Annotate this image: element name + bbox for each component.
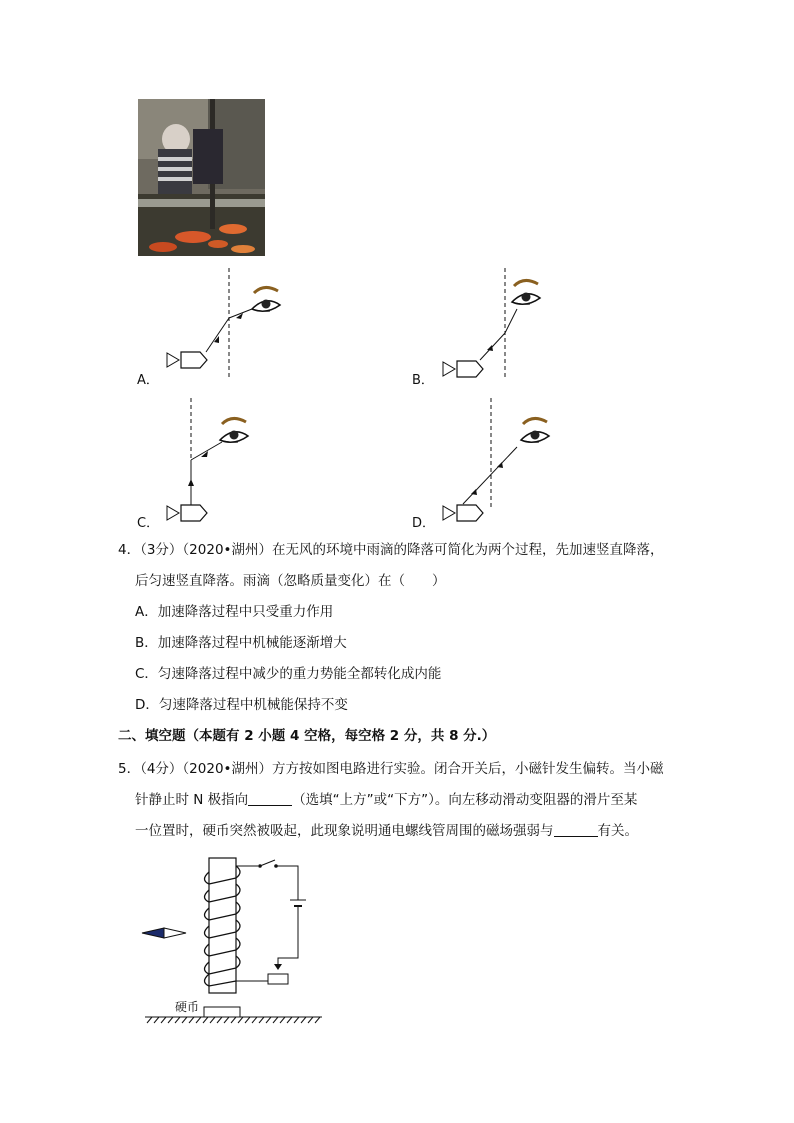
q5-blank-1[interactable] (248, 791, 292, 806)
q5-line2-part2: （选填“上方”或“下方”）。向左移动滑动变阻器的滑片至某 (292, 792, 638, 808)
q5-stem-line2 (135, 790, 637, 810)
q4-option-d: D．匀速降落过程中机械能保持不变 (135, 697, 348, 713)
coin-label: 硬币 (175, 1000, 200, 1014)
option-b-diagram (443, 268, 540, 378)
option-b-label: B． (412, 373, 434, 388)
q4-option-c: C．匀速降落过程中减少的重力势能全都转化成内能 (135, 666, 442, 682)
q5-line2-part1: 针静止时 N 极指向 (135, 792, 249, 808)
option-a-label: A． (137, 373, 159, 388)
q5-stem-line1: 5．（4分）（2020•湖州）方方按如图电路进行实验。闭合开关后，小磁针发生偏转。当小磁 (118, 761, 664, 777)
solenoid-circuit-diagram (140, 850, 330, 1030)
q4-stem-line2: 后匀速竖直降落。雨滴（忽略质量变化）在（ ） (135, 573, 446, 589)
q5-line3-part1: 一位置时，硬币突然被吸起，此现象说明通电螺线管周围的磁场强弱与 (135, 823, 554, 839)
option-d-label: D． (412, 516, 436, 531)
q5-stem-line3 (135, 821, 638, 841)
option-d-diagram (443, 398, 549, 521)
section-heading: 二、填空题（本题有 2 小题 4 空格，每空格 2 分，共 8 分.） (118, 728, 496, 744)
q5-line3-part2: 有关。 (597, 823, 638, 839)
option-c-diagram (167, 398, 248, 521)
option-c-label: C． (137, 516, 160, 531)
q4-option-a: A．加速降落过程中只受重力作用 (135, 604, 334, 620)
q5-blank-2[interactable] (554, 822, 598, 837)
q3-diagrams (0, 0, 794, 540)
q4-option-b: B．加速降落过程中机械能逐渐增大 (135, 635, 347, 651)
q4-stem-line1: 4．（3分）（2020•湖州）在无风的环境中雨滴的降落可简化为两个过程，先加速竖直降落， (118, 542, 664, 558)
option-a-diagram (167, 268, 280, 378)
